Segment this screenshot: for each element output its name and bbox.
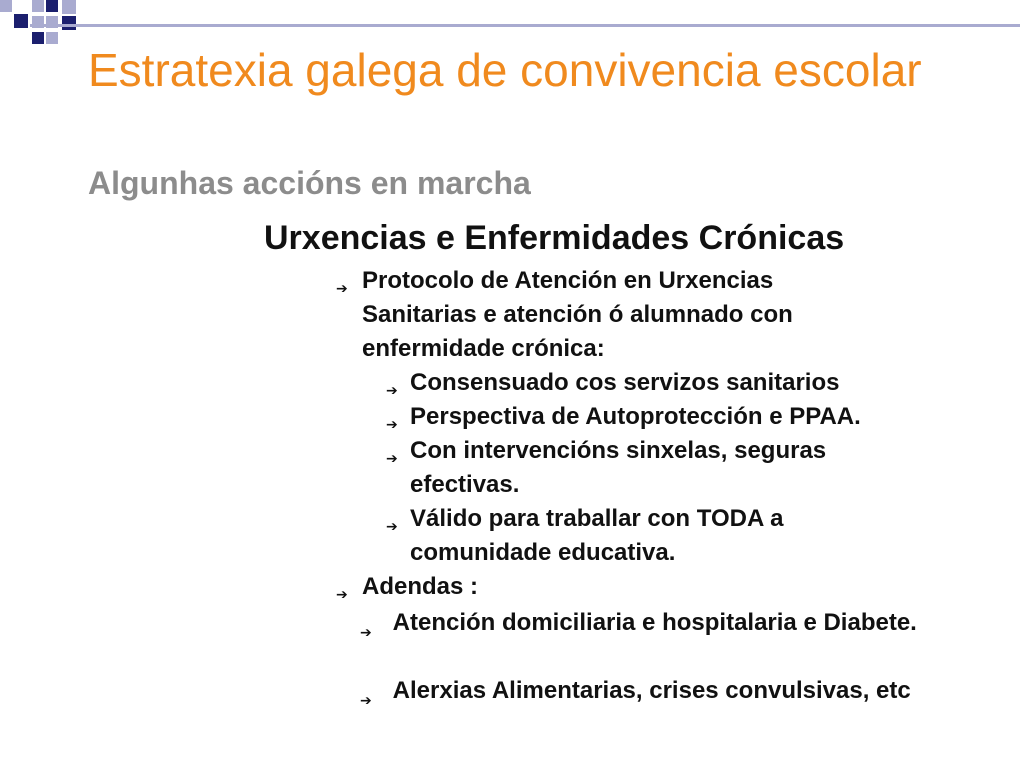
- deco-square: [62, 0, 76, 14]
- deco-square: [32, 32, 44, 44]
- section-heading: Urxencias e Enfermidades Crónicas: [264, 219, 845, 257]
- deco-square: [14, 14, 28, 28]
- arrow-right-icon: ➔: [386, 450, 398, 466]
- arrow-right-icon: ➔: [360, 624, 372, 640]
- deco-square: [46, 0, 58, 12]
- arrow-right-icon: ➔: [386, 518, 398, 534]
- arrow-right-icon: ➔: [336, 280, 348, 296]
- arrow-right-icon: ➔: [360, 692, 372, 708]
- title-rule: [30, 24, 1020, 27]
- deco-square: [46, 32, 58, 44]
- deco-square: [32, 0, 44, 12]
- list-item: Protocolo de Atención en Urxencias Sanitarias e atención ó alumnado con enfermidade crónica:: [362, 267, 793, 362]
- arrow-right-icon: ➔: [386, 416, 398, 432]
- arrow-right-icon: ➔: [386, 382, 398, 398]
- list-item: Consensuado cos servizos sanitarios: [410, 369, 840, 396]
- slide-subtitle: Algunhas accións en marcha: [88, 165, 531, 201]
- slide-title: Estratexia galega de convivencia escolar: [88, 44, 922, 96]
- list-item: Válido para traballar con TODA a comunidade educativa.: [410, 505, 784, 566]
- list-item: Adendas :: [362, 573, 479, 600]
- deco-square: [0, 0, 12, 12]
- deco-square: [62, 16, 76, 30]
- list-item: Atención domiciliaria e hospitalaria e Diabete.: [386, 609, 917, 636]
- list-item: Perspectiva de Autoprotección e PPAA.: [410, 403, 861, 430]
- list-item: Con intervencións sinxelas, seguras efectivas.: [410, 437, 827, 498]
- list-item: Alerxias Alimentarias, crises convulsivas, etc: [386, 677, 911, 704]
- arrow-right-icon: ➔: [336, 586, 348, 602]
